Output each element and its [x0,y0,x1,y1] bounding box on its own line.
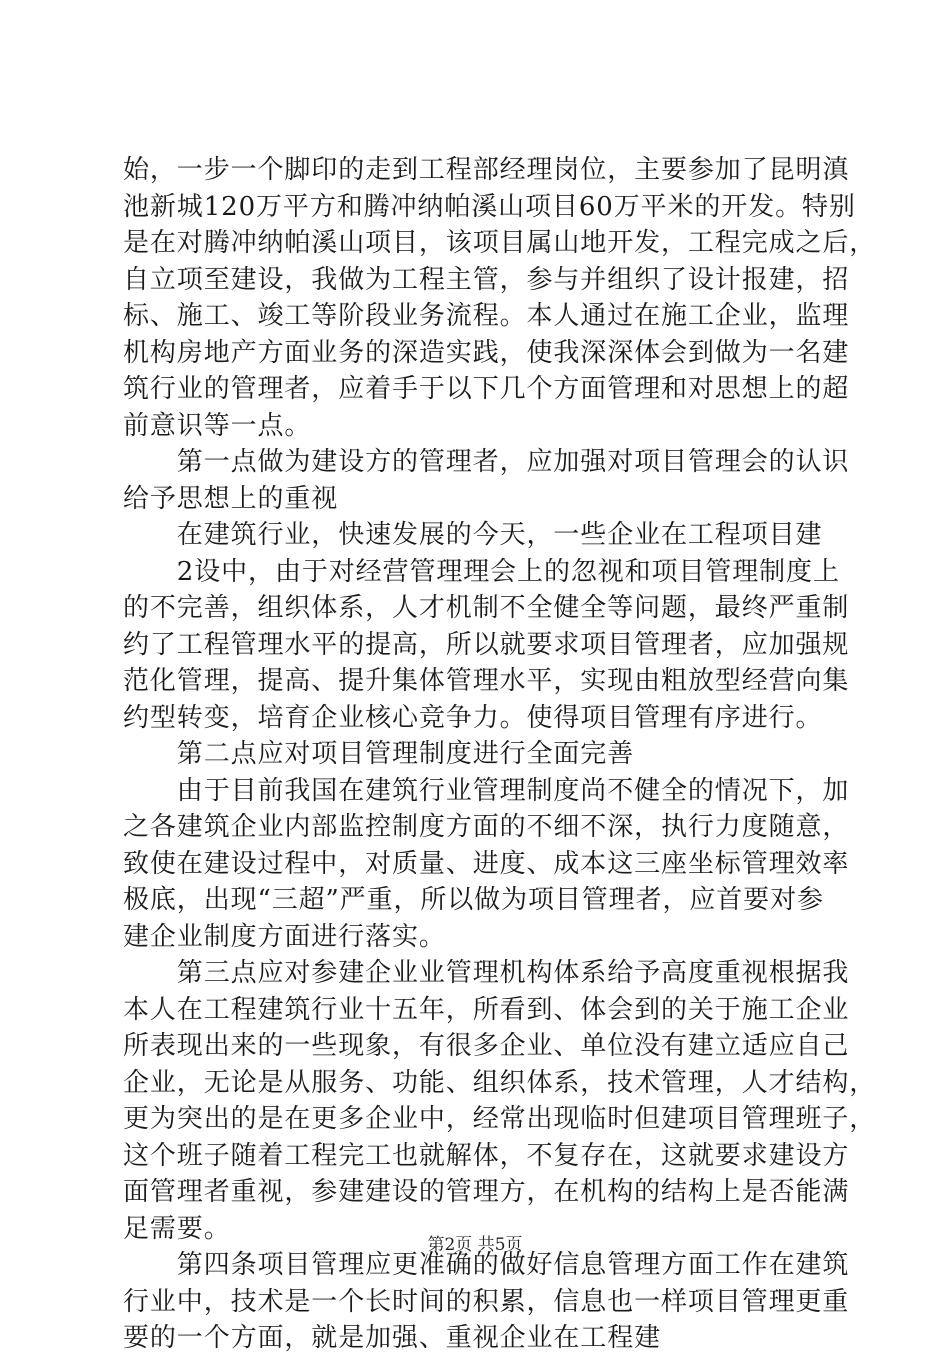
page-footer: 第2页 共5页 [427,1235,523,1255]
text-line: 要的一个方面，就是加强、重视企业在工程建 [123,1323,662,1353]
text-line: 在建筑行业，快速发展的今天，一些企业在工程项目建 [123,520,823,550]
text-line: 由于目前我国在建筑行业管理制度尚不健全的情况下，加 [123,775,850,806]
text-line: 的不完善，组织体系，人才机制不全健全等问题，最终严重制 [123,593,850,623]
text-line: 始，一步一个脚印的走到工程部经理岗位，主要参加了昆明滇 [123,155,850,185]
text-line: 第一点做为建设方的管理者，应加强对项目管理会的认识 [123,447,850,477]
text-line: 致使在建设过程中，对质量、进度、成本这三座坐标管理效率 [123,848,850,879]
text-line: 更为突出的是在更多企业中，经常出现临时但建项目管理班子， [123,1104,877,1134]
text-line: 第四条项目管理应更准确的做好信息管理方面工作在建筑 [123,1250,850,1280]
text-line: 是在对腾冲纳帕溪山项目，该项目属山地开发，工程完成之后， [123,228,877,258]
text-line: 约型转变，培育企业核心竞争力。使得项目管理有序进行。 [123,702,823,733]
text-line: 自立项至建设，我做为工程主管，参与并组织了设计报建，招 [123,264,850,295]
text-line: 之各建筑企业内部监控制度方面的不细不深，执行力度随意， [123,812,850,842]
text-line: 极底，出现“三超”严重，所以做为项目管理者，应首要对参 [123,885,824,915]
text-line: 机构房地产方面业务的深造实践，使我深深体会到做为一名建 [123,337,850,368]
text-line: 前意识等一点。 [123,410,312,441]
text-line: 面管理者重视，参建建设的管理方，在机构的结构上是否能满 [123,1177,850,1207]
text-line: 2设中，由于对经营管理理会上的忽视和项目管理制度上 [123,556,840,587]
text-line: 足需要。 [123,1213,231,1244]
text-line: 建企业制度方面进行落实。 [123,921,446,952]
text-line: 本人在工程建筑行业十五年，所看到、体会到的关于施工企业 [123,994,850,1025]
text-line: 池新城120万平方和腾冲纳帕溪山项目60万平米的开发。特别 [123,191,856,222]
text-line: 标、施工、竣工等阶段业务流程。本人通过在施工企业，监理 [123,301,850,331]
text-line: 约了工程管理水平的提高，所以就要求项目管理者，应加强规 [123,629,850,660]
text-line: 范化管理，提高、提升集体管理水平，实现由粗放型经营向集 [123,666,850,696]
text-line: 行业中，技术是一个长时间的积累，信息也一样项目管理更重 [123,1286,850,1317]
text-line: 企业，无论是从服务、功能、组织体系，技术管理，人才结构， [123,1067,877,1098]
text-line: 筑行业的管理者，应着手于以下几个方面管理和对思想上的超 [123,374,850,404]
document-body [123,152,877,1357]
text-line: 所表现出来的一些现象，有很多企业、单位没有建立适应自己 [123,1031,850,1061]
text-line: 第三点应对参建企业业管理机构体系给予高度重视根据我 [123,958,850,988]
text-line: 给予思想上的重视 [123,483,339,514]
text-line: 这个班子随着工程完工也就解体，不复存在，这就要求建设方 [123,1140,850,1171]
text-line: 第二点应对项目管理制度进行全面完善 [123,739,635,769]
